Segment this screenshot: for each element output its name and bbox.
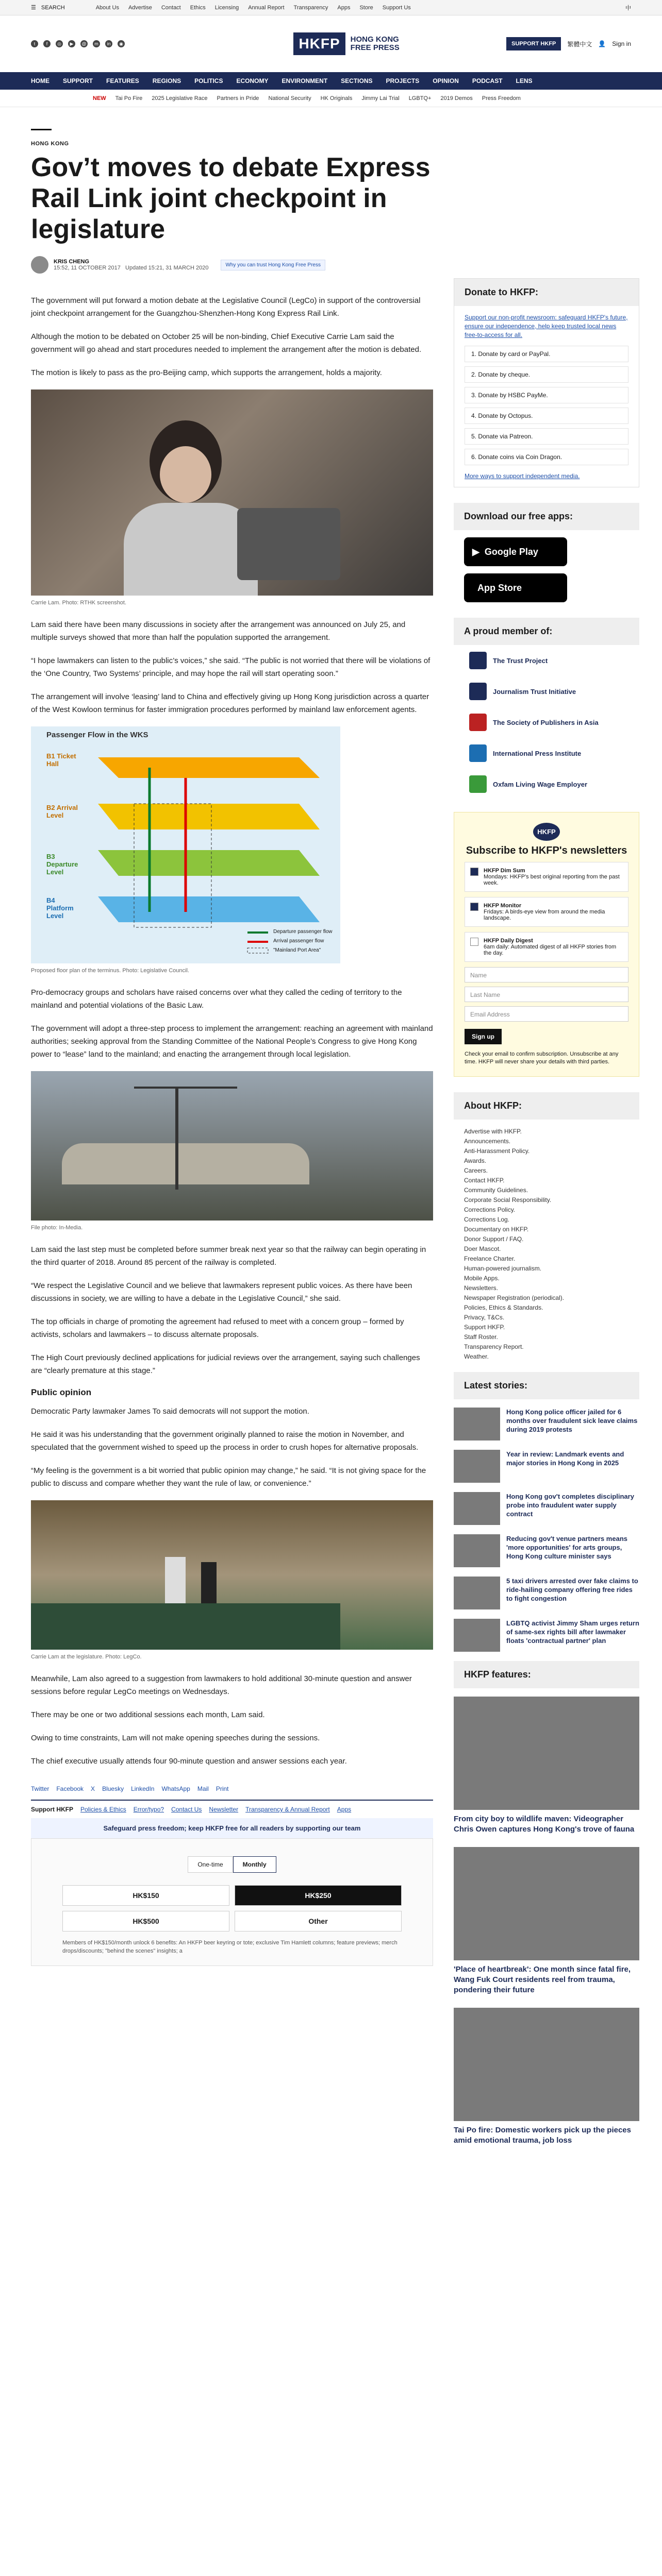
about-link[interactable]: Corrections Policy. — [464, 1206, 516, 1213]
app-store-badge[interactable] — [464, 573, 567, 602]
nav-item[interactable]: FEATURES — [106, 77, 139, 84]
member-logo[interactable] — [454, 676, 639, 707]
app-store-label: App Store — [477, 582, 522, 593]
newsletter-option[interactable] — [465, 862, 628, 892]
nav-item[interactable]: LENS — [516, 77, 533, 84]
feature-story[interactable] — [454, 1847, 639, 1995]
story-thumbnail — [454, 1534, 500, 1567]
about-link[interactable]: Corrections Log. — [464, 1216, 510, 1223]
subnav-item[interactable]: HK Originals — [320, 95, 353, 101]
nav-item[interactable]: PODCAST — [472, 77, 503, 84]
amount-option[interactable]: HK$150 — [62, 1885, 229, 1906]
email-input[interactable]: Email Address — [465, 1006, 628, 1022]
mastodon-icon[interactable]: m — [93, 40, 100, 47]
level-label: B4 Platform Level — [46, 896, 74, 920]
paragraph: “We respect the Legislative Council and we believe that lawmakers represent public voices. As there have been discussions in society, we are willing to have a debate in the Legislative Council,” she said. — [31, 1281, 412, 1303]
support-link[interactable]: Contact Us — [171, 1806, 202, 1813]
latest-story[interactable] — [454, 1619, 639, 1652]
donate-option[interactable]: 6. Donate coins via Coin Dragon. — [465, 449, 628, 465]
donate-option[interactable]: 5. Donate via Patreon. — [465, 428, 628, 445]
top-link[interactable]: Transparency — [293, 4, 328, 11]
paragraph: The chief executive usually attends four 90-minute question and answer sessions each year. — [31, 1757, 347, 1766]
feature-title: 'Place of heartbreak': One month since fatal fire, Wang Fuk Court residents reel from trauma, pondering their future — [454, 1965, 631, 1994]
share-link[interactable]: WhatsApp — [161, 1785, 190, 1792]
member-logo[interactable] — [454, 645, 639, 676]
member-mark — [469, 652, 487, 669]
top-link[interactable]: Store — [359, 4, 373, 11]
apps-title: Download our free apps: — [454, 503, 639, 530]
newsletter-option[interactable] — [465, 897, 628, 927]
newsletter-widget — [454, 812, 639, 1077]
about-link[interactable]: Privacy, T&Cs. — [464, 1314, 505, 1321]
member-logo[interactable] — [454, 769, 639, 800]
top-link[interactable]: Apps — [337, 4, 351, 11]
paragraph: There may be one or two additional sessions each month, Lam said. — [31, 1710, 265, 1719]
social-icons — [31, 40, 125, 47]
checkbox[interactable] — [470, 868, 478, 876]
member-logo[interactable] — [454, 738, 639, 769]
nav-item[interactable]: PROJECTS — [386, 77, 420, 84]
about-link[interactable]: Transparency Report. — [464, 1343, 524, 1350]
legco-photo — [31, 1500, 433, 1650]
logo-mark: HKFP — [533, 823, 559, 841]
newsletter-name: HKFP Monitor — [484, 903, 522, 909]
subnav-item[interactable]: 2019 Demos — [440, 95, 473, 101]
member-mark — [469, 714, 487, 731]
newsletter-option[interactable] — [465, 932, 628, 962]
paragraph: Democratic Party lawmaker James To said democrats will not support the motion. — [31, 1407, 309, 1416]
google-play-label: Google Play — [484, 546, 538, 557]
byline — [31, 256, 433, 274]
site-logo[interactable] — [293, 32, 399, 55]
image-caption: Proposed floor plan of the terminus. Photo: Legislative Council. — [31, 968, 189, 974]
story-thumbnail — [454, 1492, 500, 1525]
checkbox[interactable] — [470, 903, 478, 911]
threads-icon[interactable]: @ — [80, 40, 88, 47]
logo-tagline: HONG KONG — [350, 35, 399, 44]
google-play-badge[interactable] — [464, 537, 567, 566]
frequency-option[interactable]: One-time — [188, 1856, 233, 1873]
story-thumbnail — [454, 1619, 500, 1652]
donate-option[interactable]: 2. Donate by cheque. — [465, 366, 628, 383]
feature-title: Tai Po fire: Domestic workers pick up the pieces amid emotional trauma, job loss — [454, 2126, 631, 2145]
name-input[interactable]: Name — [465, 967, 628, 982]
rss-icon[interactable]: ◉ — [118, 40, 125, 47]
about-link[interactable]: Documentary on HKFP. — [464, 1226, 529, 1233]
paragraph: “I hope lawmakers can listen to the public’s voices,” she said. “The public is not worried that there will be violations of the ‘One Country, Two Systems’ principle, and may hope the rail will start operating soon.” — [31, 656, 431, 678]
article-title: Gov’t moves to debate Express Rail Link joint checkpoint in legislature — [31, 152, 431, 244]
share-link[interactable]: LinkedIn — [131, 1785, 155, 1792]
paragraph: The top officials in charge of promoting the agreement had refused to meet with a concern group – formed by activists, scholars and lawmakers – to discuss alternate proposals. — [31, 1317, 404, 1339]
story-title: Year in review: Landmark events and major stories in Hong Kong in 2025 — [506, 1450, 624, 1467]
about-link[interactable]: Anti-Harassment Policy. — [464, 1147, 530, 1155]
latest-story[interactable] — [454, 1450, 639, 1483]
member-name: The Society of Publishers in Asia — [493, 718, 599, 726]
support-link[interactable]: Transparency & Annual Report — [245, 1806, 330, 1813]
kicker-rule — [31, 129, 52, 130]
story-thumbnail — [454, 1577, 500, 1609]
about-link[interactable]: Advertise with HKFP. — [464, 1128, 522, 1135]
image-caption: Carrie Lam at the legislature. Photo: LegCo. — [31, 1654, 142, 1660]
support-bar — [31, 1800, 433, 1818]
feature-image — [454, 1697, 639, 1810]
about-link[interactable]: Staff Roster. — [464, 1333, 498, 1341]
donate-option[interactable]: 4. Donate by Octopus. — [465, 408, 628, 424]
amount-option[interactable]: HK$250 — [235, 1885, 402, 1906]
play-icon: ▶ — [472, 546, 479, 557]
subnav-item[interactable]: Partners in Pride — [217, 95, 259, 101]
latest-story[interactable] — [454, 1492, 639, 1525]
signup-button[interactable]: Sign up — [465, 1029, 502, 1044]
paragraph: The government will put forward a motion debate at the Legislative Council (LegCo) in support of the controversial joint checkpoint arrangement for the Guangzhou-Shenzhen-Hong Kong Express Rail Link. — [31, 296, 421, 318]
paragraph: “My feeling is the government is a bit worried that public opinion may change,” he said. “It is not giving space for the public to discuss and compare whether they want the rule of law, or convenience.” — [31, 1466, 426, 1488]
newsletter-name: HKFP Daily Digest — [484, 938, 533, 944]
donate-intro[interactable]: Support our non-profit newsroom: safeguard HKFP's future, ensure our independence, help keep trusted local news free-to-access for all. — [465, 314, 628, 338]
nav-item[interactable]: ECONOMY — [236, 77, 269, 84]
latest-title: Latest stories: — [454, 1372, 639, 1399]
story-title: Hong Kong police officer jailed for 6 months over fraudulent sick leave claims during 2019 protests — [506, 1408, 638, 1433]
menu-icon[interactable]: ☰ — [31, 5, 36, 11]
support-link[interactable]: Apps — [337, 1806, 352, 1813]
linkedin-icon[interactable]: in — [105, 40, 112, 47]
level-label: B1 Ticket Hall — [46, 752, 76, 768]
updated-date: Updated 15:21, 31 MARCH 2020 — [125, 265, 209, 271]
paragraph: The motion is likely to pass as the pro-Beijing camp, which supports the arrangement, holds a majority. — [31, 368, 382, 377]
story-title: Reducing gov't venue partners means 'more opportunities' for arts groups, Hong Kong culture minister says — [506, 1535, 627, 1560]
support-link[interactable]: Error/typo? — [133, 1806, 164, 1813]
features-title: HKFP features: — [454, 1661, 639, 1688]
about-link[interactable]: Contact HKFP. — [464, 1177, 505, 1184]
support-button[interactable]: SUPPORT HKFP — [506, 37, 561, 50]
share-bar — [31, 1778, 433, 1800]
share-link[interactable]: X — [91, 1785, 95, 1792]
twitter-icon[interactable]: t — [31, 40, 38, 47]
paragraph: Pro-democracy groups and scholars have raised concerns over what they called the ceding of territory to the mainland and potential violations of the Basic Law. — [31, 988, 402, 1010]
logo-mark: HKFP — [293, 32, 345, 55]
member-name: Oxfam Living Wage Employer — [493, 780, 588, 788]
about-link[interactable]: Newsletters. — [464, 1284, 499, 1292]
top-link[interactable]: Contact — [161, 4, 181, 11]
support-link[interactable]: Policies & Ethics — [80, 1806, 126, 1813]
main-nav — [0, 72, 662, 90]
more-ways-link[interactable]: More ways to support independent media. — [465, 472, 580, 480]
donate-widget — [454, 278, 639, 487]
member-name: International Press Institute — [493, 749, 582, 757]
author-name[interactable]: KRIS CHENG — [54, 259, 90, 265]
share-link[interactable]: Print — [216, 1785, 229, 1792]
about-link[interactable]: Corporate Social Responsibility. — [464, 1196, 552, 1204]
paragraph: Owing to time constraints, Lam will not make opening speeches during the sessions. — [31, 1734, 320, 1742]
lang-link[interactable]: 中 — [625, 5, 631, 11]
sidebar — [454, 278, 639, 2158]
publish-date: 15:52, 11 OCTOBER 2017 — [54, 265, 121, 271]
subnav-item[interactable]: National Security — [268, 95, 311, 101]
about-link[interactable]: Weather. — [464, 1353, 489, 1360]
image-caption: Carrie Lam. Photo: RTHK screenshot. — [31, 600, 127, 606]
masthead — [0, 15, 662, 72]
member-mark — [469, 775, 487, 793]
about-link[interactable]: Doer Mascot. — [464, 1245, 501, 1252]
nav-item[interactable]: REGIONS — [152, 77, 181, 84]
about-link[interactable]: Freelance Charter. — [464, 1255, 516, 1262]
about-title: About HKFP: — [454, 1092, 639, 1120]
story-title: Hong Kong gov't completes disciplinary probe into fraudulent water supply contract — [506, 1493, 634, 1518]
about-link[interactable]: Donor Support / FAQ. — [464, 1235, 524, 1243]
feature-title: From city boy to wildlife maven: Videographer Chris Owen captures Hong Kong's trove of fauna — [454, 1815, 635, 1834]
trust-link[interactable]: Why you can trust Hong Kong Free Press — [221, 260, 325, 270]
level-label: B2 Arrival Level — [46, 804, 78, 819]
share-link[interactable]: Mail — [197, 1785, 209, 1792]
article — [31, 129, 433, 1966]
author-avatar — [31, 256, 48, 274]
about-link[interactable]: Newspaper Registration (periodical). — [464, 1294, 565, 1301]
feature-story[interactable] — [454, 2008, 639, 2146]
legend-item: "Mainland Port Area" — [273, 947, 321, 953]
construction-photo — [31, 1071, 433, 1221]
legend-item: Arrival passenger flow — [273, 938, 324, 944]
member-logo[interactable] — [454, 707, 639, 738]
last-name-input[interactable]: Last Name — [465, 987, 628, 1002]
newsletter-note: Check your email to confirm subscription. Unsubscribe at any time. HKFP will never share your details with third parties. — [465, 1051, 619, 1065]
safeguard-banner[interactable]: Safeguard press freedom; keep HKFP free for all readers by supporting our team — [31, 1818, 433, 1838]
subnav-item[interactable]: 2025 Legislative Race — [152, 95, 208, 101]
newsletter-title: Subscribe to HKFP's newsletters — [466, 845, 627, 856]
user-icon[interactable]: 👤 — [598, 40, 606, 47]
lang-switch[interactable]: 繁體中文 — [567, 40, 592, 48]
paragraph: Meanwhile, Lam also agreed to a suggestion from lawmakers to hold additional 30-minute question and answer sessions before regular LegCo meetings on Wednesdays. — [31, 1674, 412, 1696]
amount-option[interactable]: HK$500 — [62, 1911, 229, 1931]
member-name: Journalism Trust Initiative — [493, 687, 576, 696]
top-link[interactable]: Advertise — [128, 4, 152, 11]
about-link[interactable]: Support HKFP. — [464, 1324, 505, 1331]
section-heading: Public opinion — [31, 1387, 92, 1397]
nav-item[interactable]: SUPPORT — [63, 77, 93, 84]
member-mark — [469, 744, 487, 762]
paragraph: The arrangement will involve ‘leasing’ land to China and effectively giving up Hong Kong jurisdiction across a quarter of the West Kowloon terminus for faster immigration procedures performed by mainland law enforcement agents. — [31, 692, 429, 714]
youtube-icon[interactable]: ▶ — [68, 40, 75, 47]
instagram-icon[interactable]: ◎ — [56, 40, 63, 47]
about-link[interactable]: Mobile Apps. — [464, 1275, 500, 1282]
nav-item[interactable]: POLITICS — [194, 77, 223, 84]
feature-image — [454, 2008, 639, 2121]
donation-box — [31, 1838, 433, 1966]
top-link[interactable]: Annual Report — [248, 4, 285, 11]
member-title: A proud member of: — [454, 618, 639, 645]
story-title: 5 taxi drivers arrested over fake claims to ride-hailing company offering free rides to fight congestion — [506, 1577, 638, 1602]
about-link[interactable]: Policies, Ethics & Standards. — [464, 1304, 543, 1311]
member-name: The Trust Project — [493, 656, 548, 665]
checkbox[interactable] — [470, 938, 478, 946]
search-link[interactable]: SEARCH — [41, 4, 65, 11]
feature-image — [454, 1847, 639, 1960]
about-link[interactable]: Announcements. — [464, 1138, 511, 1145]
top-link[interactable]: Licensing — [214, 4, 239, 11]
nav-item[interactable]: OPINION — [433, 77, 459, 84]
newsletter-name: HKFP Dim Sum — [484, 868, 525, 874]
subnav-item[interactable]: Tai Po Fire — [115, 95, 143, 101]
diagram-title: Passenger Flow in the WKS — [46, 731, 148, 739]
nav-item[interactable]: HOME — [31, 77, 49, 84]
newsletter-desc: 6am daily: Automated digest of all HKFP stories from the day. — [484, 944, 617, 956]
donate-title: Donate to HKFP: — [454, 279, 639, 306]
logo-tagline: FREE PRESS — [350, 43, 400, 52]
donate-option[interactable]: 3. Donate by HSBC PayMe. — [465, 387, 628, 403]
share-link[interactable]: Twitter — [31, 1785, 49, 1792]
article-kicker[interactable]: HONG KONG — [31, 141, 69, 147]
paragraph: Lam said the last step must be completed before summer break next year so that the railway can begin operating in the third quarter of 2018. Around 85 percent of the railway is completed. — [31, 1245, 426, 1267]
amount-option[interactable]: Other — [235, 1911, 402, 1931]
top-link[interactable]: Support Us — [382, 4, 411, 11]
support-link[interactable]: Support HKFP — [31, 1806, 73, 1813]
subnav-item[interactable]: Press Freedom — [482, 95, 521, 101]
member-mark — [469, 683, 487, 700]
new-badge: NEW — [93, 95, 106, 101]
image-caption: File photo: In-Media. — [31, 1225, 83, 1231]
about-link[interactable]: Human-powered journalism. — [464, 1265, 542, 1272]
support-link[interactable]: Newsletter — [209, 1806, 239, 1813]
share-link[interactable]: Facebook — [56, 1785, 84, 1792]
level-label: B3 Departure Level — [46, 853, 78, 876]
paragraph: He said it was his understanding that the government originally planned to raise the motion in November, and speculated that the government wished to speed up the process in order to crush hopes for alternative proposals. — [31, 1430, 419, 1452]
frequency-option[interactable]: Monthly — [233, 1856, 276, 1873]
signin-link[interactable]: Sign in — [612, 40, 631, 47]
carrie-lam-photo — [31, 389, 433, 596]
passenger-flow-diagram — [31, 726, 340, 963]
latest-story[interactable] — [454, 1577, 639, 1609]
feature-story[interactable] — [454, 1697, 639, 1835]
about-link[interactable]: Community Guidelines. — [464, 1187, 528, 1194]
about-links — [454, 1120, 639, 1372]
story-thumbnail — [454, 1408, 500, 1440]
paragraph: Lam said there have been many discussions in society after the arrangement was announced on July 25, and multiple surveys showed that more than half the population supported the arrangement. — [31, 620, 406, 642]
about-link[interactable]: Careers. — [464, 1167, 488, 1174]
paragraph: The High Court previously declined applications for judicial reviews over the arrangement, saying such challenges are “clearly premature at this stage.” — [31, 1353, 420, 1375]
top-link[interactable]: Ethics — [190, 4, 206, 11]
share-link[interactable]: Bluesky — [102, 1785, 124, 1792]
subnav-item[interactable]: Jimmy Lai Trial — [361, 95, 400, 101]
newsletter-desc: Fridays: A birds-eye view from around the media landscape. — [484, 909, 605, 921]
story-thumbnail — [454, 1450, 500, 1483]
story-title: LGBTQ activist Jimmy Sham urges return of same-sex rights bill after lawmaker floats 'contractual partner' plan — [506, 1619, 639, 1645]
nav-item[interactable]: SECTIONS — [341, 77, 373, 84]
subnav-item[interactable]: LGBTQ+ — [408, 95, 432, 101]
paragraph: Although the motion to be debated on October 25 will be non-binding, Chief Executive Carrie Lam said the government will go ahead and start procedures needed to implement the arrangement after the motion is debated. — [31, 332, 422, 354]
about-link[interactable]: Awards. — [464, 1157, 487, 1164]
legend-item: Departure passenger flow — [273, 929, 333, 935]
latest-story[interactable] — [454, 1408, 639, 1440]
top-link[interactable]: About Us — [95, 4, 119, 11]
donate-option[interactable]: 1. Donate by card or PayPal. — [465, 346, 628, 362]
diagram-graphic — [31, 726, 340, 963]
nav-item[interactable]: ENVIRONMENT — [282, 77, 328, 84]
top-links — [96, 5, 411, 11]
top-bar — [0, 0, 662, 15]
paragraph: The government will adopt a three-step process to implement the arrangement: reaching an agreement with mainland authorities; seeking approval from the Standing Committee of the National People’s Congress to give Hong Kong power to “lease” land to the mainland; and enacting the arrangement through local legislation. — [31, 1024, 433, 1059]
latest-story[interactable] — [454, 1534, 639, 1567]
member-perks: Members of HK$150/month unlock 6 benefits: An HKFP beer keyring or tote; exclusive Tim Hamlett columns; feature previews; merch drops/discounts; "behind the scenes" insights; a — [62, 1940, 398, 1954]
newsletter-desc: Mondays: HKFP's best original reporting from the past week. — [484, 874, 620, 886]
facebook-icon[interactable]: f — [43, 40, 51, 47]
sub-nav — [0, 90, 662, 107]
